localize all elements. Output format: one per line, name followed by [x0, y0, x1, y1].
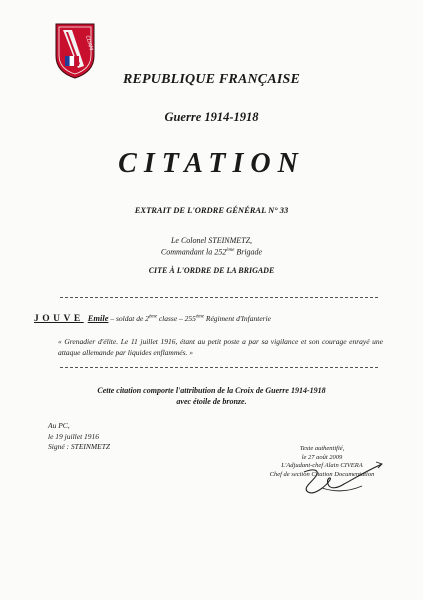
certification-line-1: Texte authentifié, [299, 445, 345, 452]
order-extract: EXTRAIT DE L'ORDRE GÉNÉRAL N° 33 [134, 205, 289, 215]
date-line: le 19 juillet 1916 [48, 431, 100, 441]
citation-text: « Grenadier d'élite. Le 11 juillet 1916, étant au petit poste a par sa vigilance et son courage enrayé une attaque allemande par liquides enflammés. » [58, 337, 383, 357]
soldier-line [34, 313, 271, 324]
brigade-command: Commandant la 252ème Brigade [160, 247, 263, 257]
document-title: CITATION [118, 148, 305, 179]
crest-letters: CDAM [84, 34, 94, 52]
signed-line: Signé : STEINMETZ [48, 442, 111, 451]
brigade-order: CITE À L'ORDRE DE LA BRIGADE [148, 266, 275, 275]
colonel-name: Le Colonel STEINMETZ, [170, 236, 253, 245]
award-line-1: Cette citation comporte l'attribution de la Croix de Guerre 1914-1918 [97, 386, 326, 395]
award-block [0, 386, 423, 407]
place-line: Au PC, [48, 421, 70, 430]
dashed-divider-top [60, 297, 378, 298]
soldier-rank: – soldat de 2ème classe – 255ème Régiment d'Infanterie [108, 314, 272, 323]
certification-line-2: le 27 août 2009 [301, 453, 343, 461]
award-line-2: avec étoile de bronze. [176, 396, 247, 406]
handwritten-signature [286, 458, 386, 502]
war-period: Guerre 1914-1918 [164, 110, 259, 124]
certification-line-3: L'Adjudant-chef Alain CIVERA [281, 462, 363, 469]
soldier-first-name: Emile [87, 313, 109, 323]
soldier-last-name: JOUVE [34, 314, 84, 324]
colonel-block [0, 236, 423, 258]
certification-line-4: Chef de section Citation Documentation [269, 470, 375, 478]
republic-heading: REPUBLIQUE FRANÇAISE [122, 72, 301, 87]
dashed-divider-bottom [60, 367, 378, 368]
place-date-block [48, 421, 110, 453]
